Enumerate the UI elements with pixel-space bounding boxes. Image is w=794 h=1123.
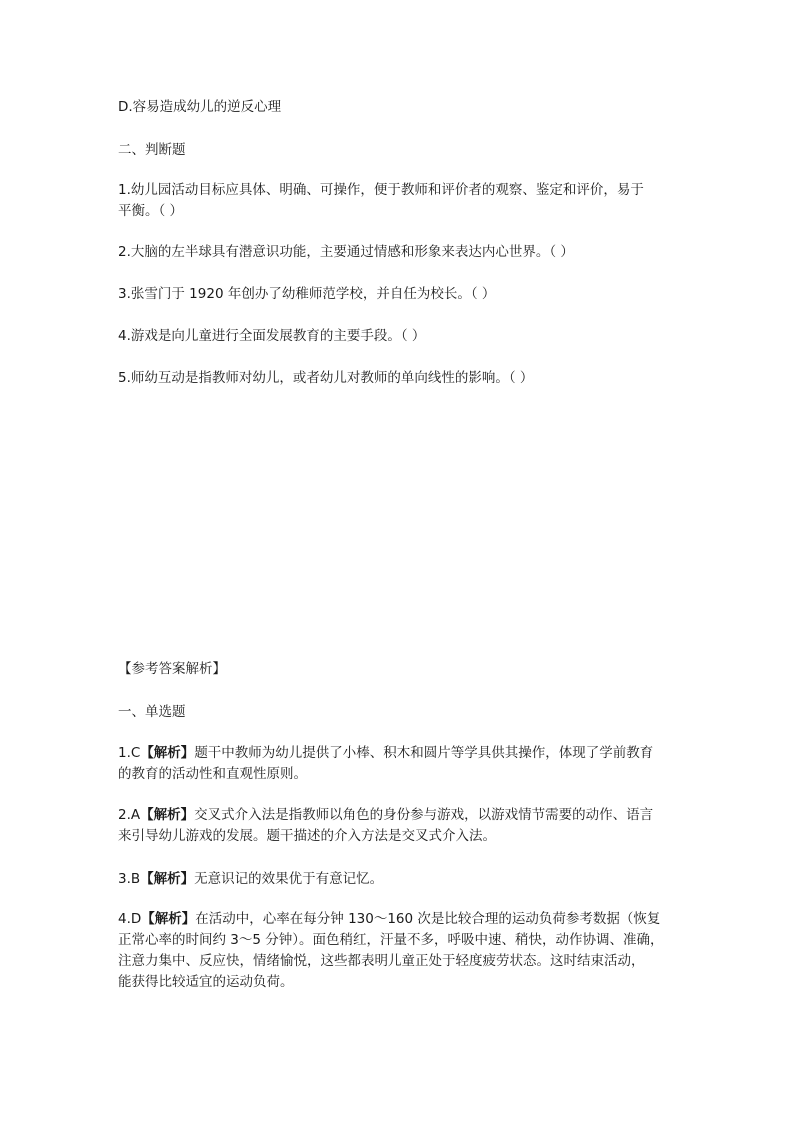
answer-4-text1: 在活动中，心率在每分钟 130～160 次是比较合理的运动负荷参考数据（恢复 bbox=[195, 911, 661, 927]
answer-1 bbox=[118, 743, 678, 785]
answer-2-num: 2.A bbox=[118, 807, 141, 823]
option-d: D.容易造成幼儿的逆反心理 bbox=[118, 99, 282, 115]
answer-1-line2: 的教育的活动性和直观性原则。 bbox=[118, 766, 307, 782]
section2-title: 二、判断题 bbox=[118, 142, 186, 158]
answer-3-tag: 【解析】 bbox=[140, 871, 195, 887]
judgment-q5: 5.师幼互动是指教师对幼儿，或者幼儿对教师的单向线性的影响。（ ） bbox=[118, 370, 534, 386]
judgment-q1-line2: 平衡。（ ） bbox=[118, 203, 184, 219]
answer-3-line1 bbox=[118, 869, 678, 890]
answer-1-num: 1.C bbox=[118, 745, 141, 761]
answer-4-num: 4.D bbox=[118, 911, 142, 927]
answer-2-line2: 来引导幼儿游戏的发展。题干描述的介入方法是交叉式介入法。 bbox=[118, 828, 496, 844]
judgment-q1 bbox=[118, 180, 678, 222]
answer-3-text1: 无意识记的效果优于有意记忆。 bbox=[194, 871, 384, 887]
answer-2-tag: 【解析】 bbox=[140, 807, 195, 823]
answer-4-line2: 正常心率的时间约 3～5 分钟）。面色稍红，汗量不多，呼吸中速、稍快，动作协调、准确， bbox=[118, 932, 664, 948]
answer-4-tag: 【解析】 bbox=[141, 911, 196, 927]
judgment-q2: 2.大脑的左半球具有潜意识功能，主要通过情感和形象来表达内心世界。（ ） bbox=[118, 244, 574, 260]
answer-2 bbox=[118, 805, 678, 847]
answer-4-line4: 能获得比较适宜的运动负荷。 bbox=[118, 974, 294, 990]
answer-4-line1 bbox=[118, 909, 678, 930]
judgment-q4: 4.游戏是向儿童进行全面发展教育的主要手段。（ ） bbox=[118, 328, 426, 344]
answer-4 bbox=[118, 909, 678, 993]
answer-title: 【参考答案解析】 bbox=[118, 661, 226, 677]
answer-2-text1: 交叉式介入法是指教师以角色的身份参与游戏，以游戏情节需要的动作、语言 bbox=[194, 807, 654, 823]
answer-1-line1 bbox=[118, 743, 678, 764]
answer-2-line1 bbox=[118, 805, 678, 826]
judgment-q3: 3.张雪门于 1920 年创办了幼稚师范学校，并自任为校长。（ ） bbox=[118, 286, 496, 302]
answer-1-tag: 【解析】 bbox=[140, 745, 195, 761]
answer-3 bbox=[118, 869, 678, 890]
answer-4-line3: 注意力集中、反应快，情绪愉悦，这些都表明儿童正处于轻度疲劳状态。这时结束活动， bbox=[118, 953, 645, 969]
answer-1-text1: 题干中教师为幼儿提供了小棒、积木和圆片等学具供其操作，体现了学前教育 bbox=[194, 745, 654, 761]
judgment-q1-line1: 1.幼儿园活动目标应具体、明确、可操作，便于教师和评价者的观察、鉴定和评价，易于 bbox=[118, 182, 644, 198]
answer-3-num: 3.B bbox=[118, 871, 141, 887]
section1-title: 一、单选题 bbox=[118, 704, 186, 720]
